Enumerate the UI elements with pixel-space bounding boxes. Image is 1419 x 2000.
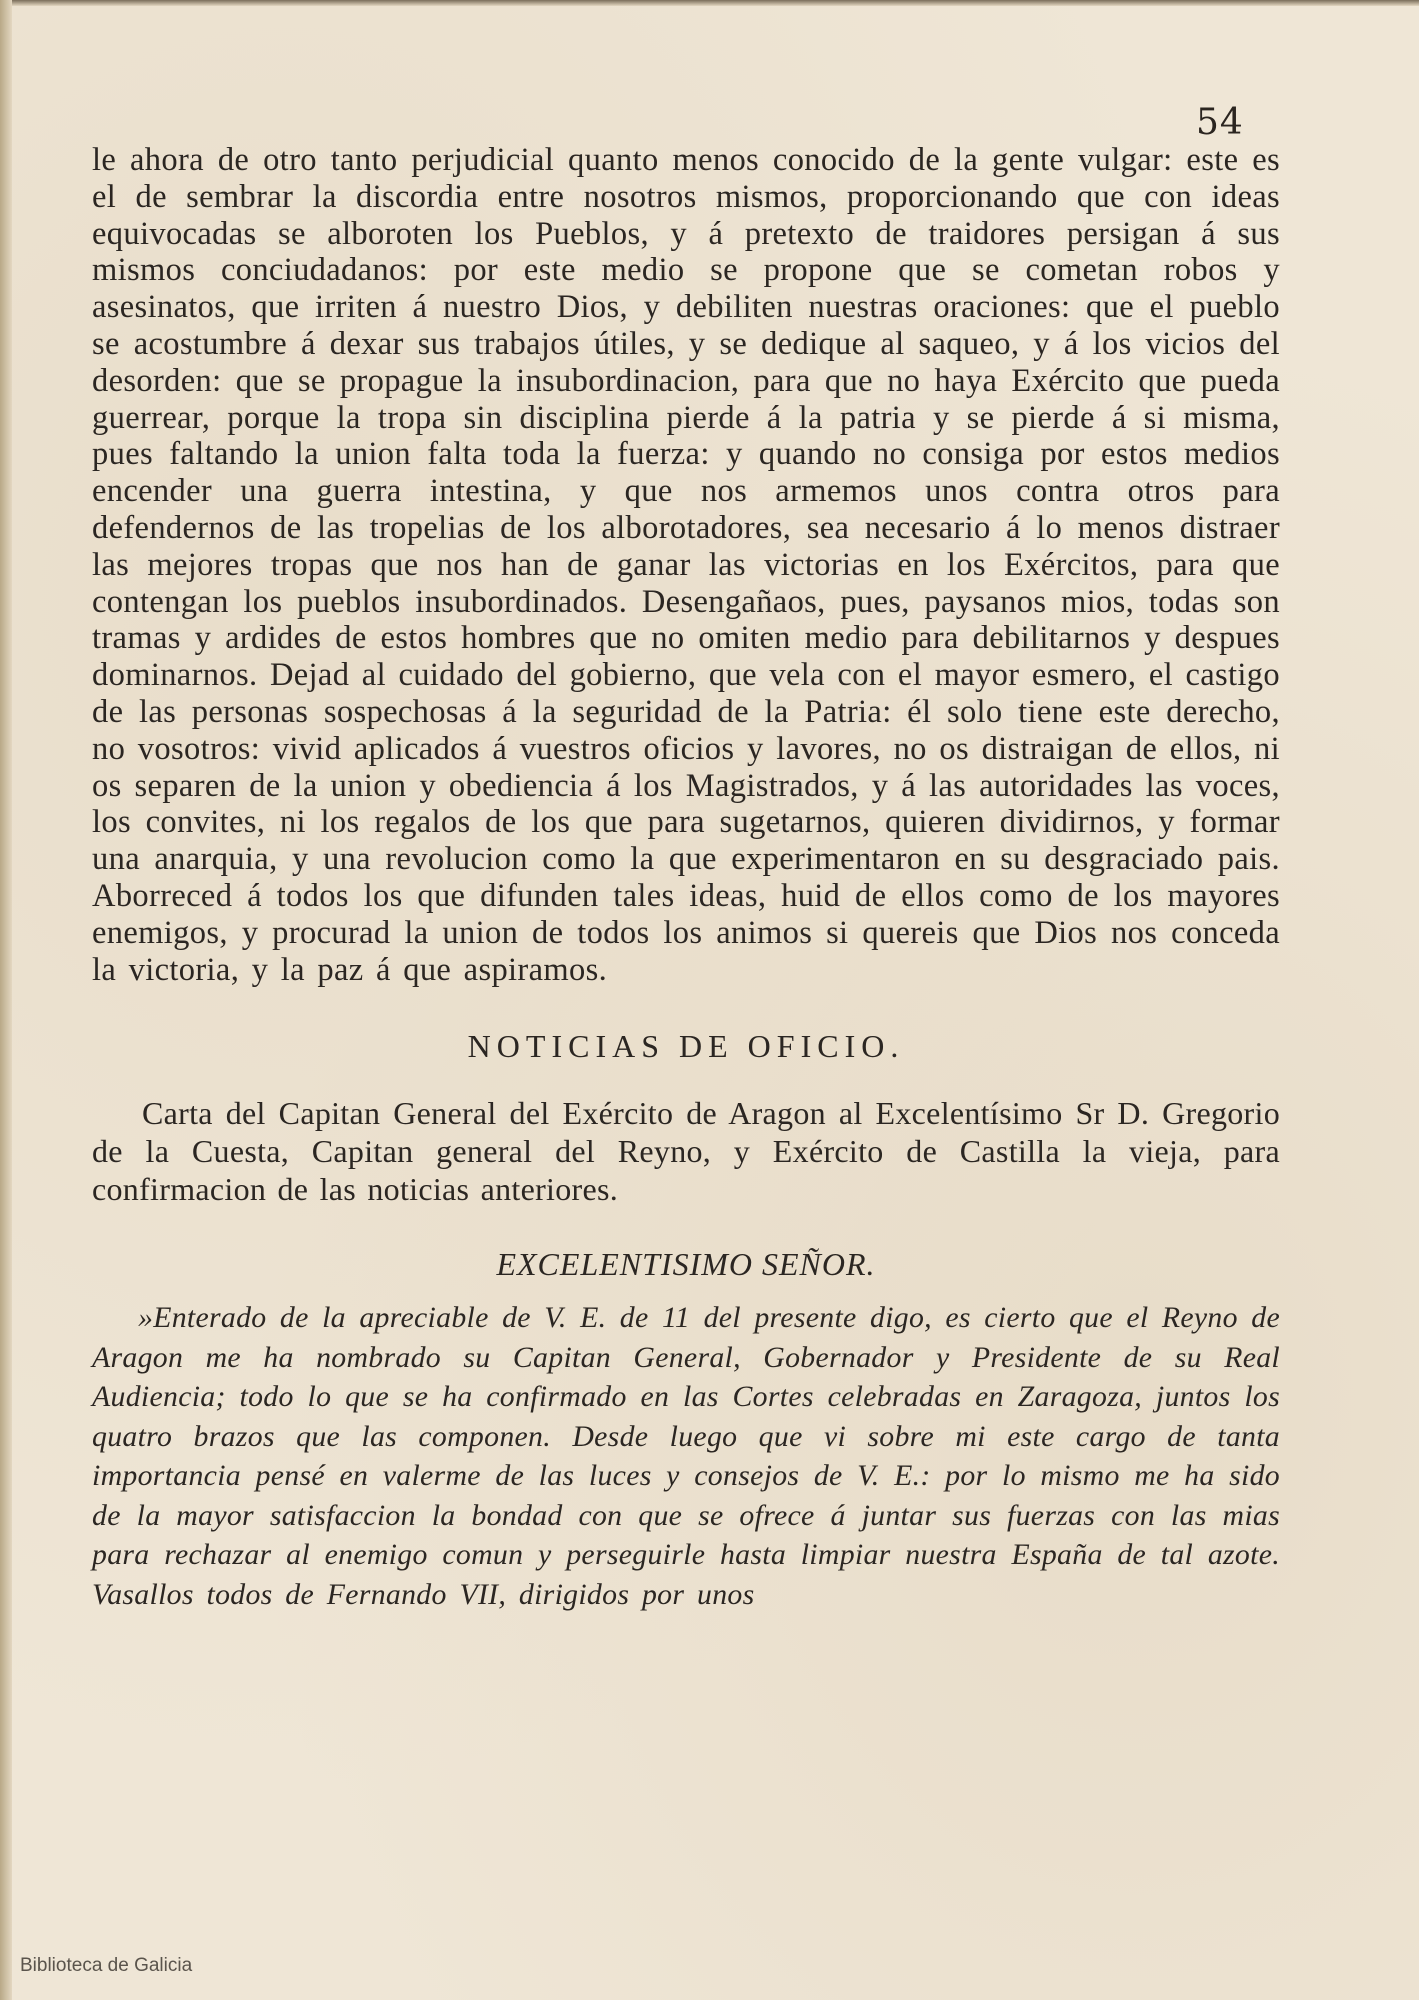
letter-intro-paragraph: Carta del Capitan General del Exército de Aragon al Excelentísimo Sr D. Gregorio de la Cuesta, Capitan general del Reyno, y Exército de Castilla la vieja, para confirmacion de las noticias anteriores. [92,1095,1280,1208]
page-number: 54 [1196,102,1244,143]
letter-body-paragraph: »Enterado de la apreciable de V. E. de 11 del presente digo, es cierto que el Reyno de Aragon me ha nombrado su Capitan General, Gobernador y Presidente de su Real Audiencia; todo lo que se ha confirmado en las Cortes celebradas en Zaragoza, juntos los quatro brazos que las componen. Desde luego que vi sobre mi este cargo de tanta importancia pensé en valerme de las luces y consejos de V. E.: por lo mismo me ha sido de la mayor satisfaccion la bondad con que se ofrece á juntar sus fuerzas con las mias para rechazar al enemigo comun y perseguirle hasta limpiar nuestra España de tal azote. Vasallos todos de Fernando VII, dirigidos por unos [92,1301,1280,1611]
text-column [92,142,1280,1614]
library-watermark: Biblioteca de Galicia [20,1955,193,1976]
letter-salutation: EXCELENTISIMO SEÑOR. [496,1246,876,1283]
page-top-edge [0,0,1419,6]
page-binding-edge [0,0,12,2000]
body-paragraph: le ahora de otro tanto perjudicial quanto menos conocido de la gente vulgar: este es el de sembrar la discordia entre nosotros mismos, proporcionando que con ideas equivocadas se alboroten los Pueblos, y á pretexto de traidores persigan á sus mismos conciudadanos: por este medio se propone que se cometan robos y asesinatos, que irriten á nuestro Dios, y debiliten nuestras oraciones: que el pueblo se acostumbre á dexar sus trabajos útiles, y se dedique al saqueo, y á los vicios del desorden: que se propague la insubordinacion, para que no haya Exército que pueda guerrear, porque la tropa sin disciplina pierde á la patria y se pierde á si misma, pues faltando la union falta toda la fuerza: y quando no consiga por estos medios encender una guerra intestina, y que nos armemos unos contra otros para defendernos de las tropelias de los alborotadores, sea necesario á lo menos distraer las mejores tropas que nos han de ganar las victorias en los Exércitos, para que contengan los pueblos insubordinados. Desengañaos, pues, paysanos mios, todas son tramas y ardides de estos hombres que no omiten medio para debilitarnos y despues dominarnos. Dejad al cuidado del gobierno, que vela con el mayor esmero, el castigo de las personas sospechosas á la seguridad de la Patria: él solo tiene este derecho, no vosotros: vivid aplicados á vuestros oficios y lavores, no os distraigan de ellos, ni os separen de la union y obediencia á los Magistrados, y á las autoridades las voces, los convites, ni los regalos de los que para sugetarnos, quieren dividirnos, y formar una anarquia, y una revolucion como la que experimentaron en su desgraciado pais. Aborreced á todos los que difunden tales ideas, huid de ellos como de los mayores enemigos, y procurad la union de todos los animos si quereis que Dios nos conceda la victoria, y la paz á que aspiramos. [92,142,1280,988]
section-heading: NOTICIAS DE OFICIO. [467,1028,905,1065]
